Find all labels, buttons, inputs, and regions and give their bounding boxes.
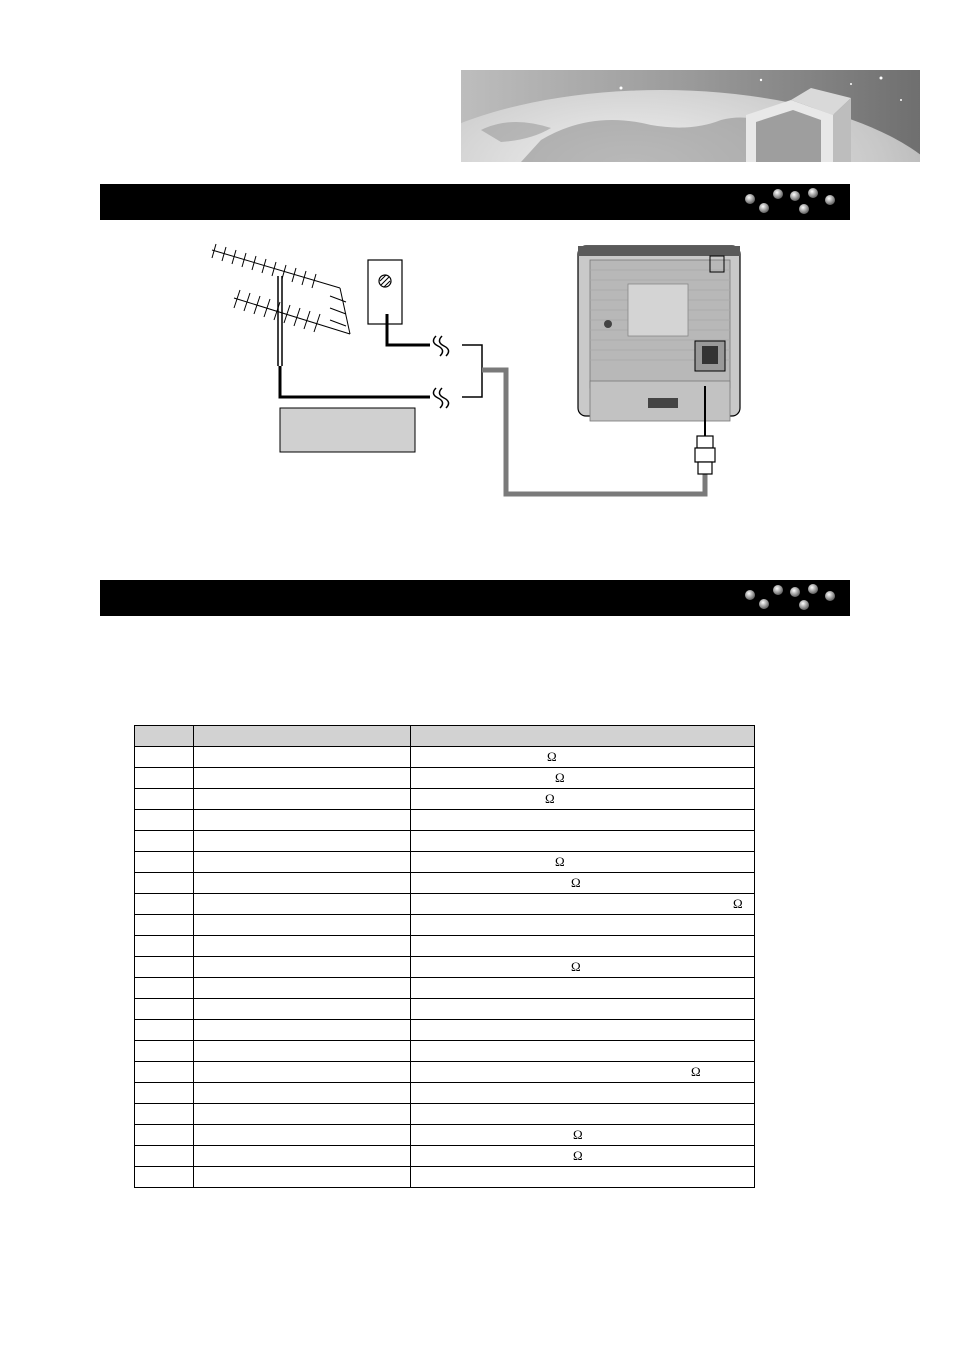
ohm-symbol: Ω bbox=[571, 875, 581, 890]
table-cell bbox=[194, 1020, 411, 1041]
table-row bbox=[135, 831, 755, 852]
table-cell bbox=[135, 1167, 194, 1188]
table-cell bbox=[194, 1104, 411, 1125]
table-cell bbox=[194, 789, 411, 810]
decorative-dots-icon bbox=[740, 184, 850, 220]
column-header bbox=[411, 726, 755, 747]
table-cell bbox=[194, 1062, 411, 1083]
table-cell bbox=[194, 1041, 411, 1062]
table-cell bbox=[135, 768, 194, 789]
table-row bbox=[135, 915, 755, 936]
table-cell bbox=[135, 852, 194, 873]
ohm-symbol: Ω bbox=[555, 854, 565, 869]
table-cell bbox=[135, 873, 194, 894]
table-cell bbox=[411, 873, 755, 894]
table-row bbox=[135, 1167, 755, 1188]
ohm-symbol: Ω bbox=[733, 896, 743, 911]
table-row bbox=[135, 810, 755, 831]
table-cell bbox=[411, 768, 755, 789]
table-cell bbox=[135, 894, 194, 915]
table-cell bbox=[194, 1146, 411, 1167]
table-cell bbox=[135, 1125, 194, 1146]
table-cell bbox=[411, 957, 755, 978]
table-row bbox=[135, 1062, 755, 1083]
table-row bbox=[135, 873, 755, 894]
table-cell bbox=[411, 1083, 755, 1104]
ohm-symbol: Ω bbox=[547, 749, 557, 764]
cable-break-icon bbox=[433, 336, 448, 408]
ohm-symbol: Ω bbox=[545, 791, 555, 806]
ohm-symbol: Ω bbox=[555, 770, 565, 785]
table-header-row bbox=[135, 726, 755, 747]
table-cell bbox=[135, 936, 194, 957]
table-cell bbox=[135, 1062, 194, 1083]
table-row bbox=[135, 936, 755, 957]
ohm-symbol: Ω bbox=[573, 1148, 583, 1163]
table-cell bbox=[411, 1062, 755, 1083]
table-row bbox=[135, 894, 755, 915]
ohm-symbol: Ω bbox=[691, 1064, 701, 1079]
table-cell bbox=[194, 978, 411, 999]
table-cell bbox=[194, 1083, 411, 1104]
table-cell bbox=[135, 1041, 194, 1062]
table-cell bbox=[135, 810, 194, 831]
table-cell bbox=[194, 936, 411, 957]
column-header bbox=[194, 726, 411, 747]
table-cell bbox=[194, 873, 411, 894]
header-banner-image bbox=[461, 70, 920, 162]
table-cell bbox=[194, 1167, 411, 1188]
table-cell bbox=[135, 831, 194, 852]
table-cell bbox=[194, 747, 411, 768]
table-cell bbox=[194, 831, 411, 852]
table-row bbox=[135, 1083, 755, 1104]
table-row bbox=[135, 1104, 755, 1125]
table-row bbox=[135, 747, 755, 768]
pin-assignment-table bbox=[134, 725, 755, 1188]
table-cell bbox=[411, 915, 755, 936]
table-cell bbox=[135, 915, 194, 936]
wall-outlet-icon bbox=[368, 260, 402, 324]
table-cell bbox=[135, 1146, 194, 1167]
table-row bbox=[135, 1125, 755, 1146]
table-cell bbox=[411, 894, 755, 915]
table-row bbox=[135, 768, 755, 789]
table-cell bbox=[135, 957, 194, 978]
antenna-icon bbox=[212, 244, 350, 366]
section-header-bar bbox=[100, 580, 850, 616]
table-cell bbox=[411, 1041, 755, 1062]
section-header-bar bbox=[100, 184, 850, 220]
tv-rear-view-icon bbox=[578, 246, 740, 421]
table-cell bbox=[411, 810, 755, 831]
table-row bbox=[135, 999, 755, 1020]
table-cell bbox=[411, 1125, 755, 1146]
table-cell bbox=[194, 894, 411, 915]
table-row bbox=[135, 852, 755, 873]
table-cell bbox=[194, 957, 411, 978]
table-cell bbox=[194, 768, 411, 789]
table-cell bbox=[135, 747, 194, 768]
antenna-connection-diagram bbox=[190, 236, 750, 506]
table-cell bbox=[194, 810, 411, 831]
signal-source-label-box bbox=[280, 408, 415, 452]
table-cell bbox=[411, 747, 755, 768]
table-cell bbox=[135, 978, 194, 999]
table-cell bbox=[411, 852, 755, 873]
column-header bbox=[135, 726, 194, 747]
table-cell bbox=[411, 1104, 755, 1125]
table-cell bbox=[411, 831, 755, 852]
table-cell bbox=[411, 936, 755, 957]
table-row bbox=[135, 789, 755, 810]
decorative-dots-icon bbox=[740, 580, 850, 616]
table-cell bbox=[411, 789, 755, 810]
table-cell bbox=[411, 999, 755, 1020]
table-cell bbox=[135, 1104, 194, 1125]
table-row bbox=[135, 978, 755, 999]
table-cell bbox=[135, 1020, 194, 1041]
table-cell bbox=[194, 999, 411, 1020]
ohm-symbol: Ω bbox=[571, 959, 581, 974]
table-cell bbox=[135, 1083, 194, 1104]
table-cell bbox=[194, 852, 411, 873]
table-row bbox=[135, 957, 755, 978]
table-row bbox=[135, 1020, 755, 1041]
table-cell bbox=[135, 789, 194, 810]
ohm-symbol: Ω bbox=[573, 1127, 583, 1142]
table-cell bbox=[194, 915, 411, 936]
table-row bbox=[135, 1146, 755, 1167]
table-row bbox=[135, 1041, 755, 1062]
table-cell bbox=[135, 999, 194, 1020]
table-cell bbox=[411, 1020, 755, 1041]
table-cell bbox=[194, 1125, 411, 1146]
table-cell bbox=[411, 978, 755, 999]
table-cell bbox=[411, 1146, 755, 1167]
table-cell bbox=[411, 1167, 755, 1188]
